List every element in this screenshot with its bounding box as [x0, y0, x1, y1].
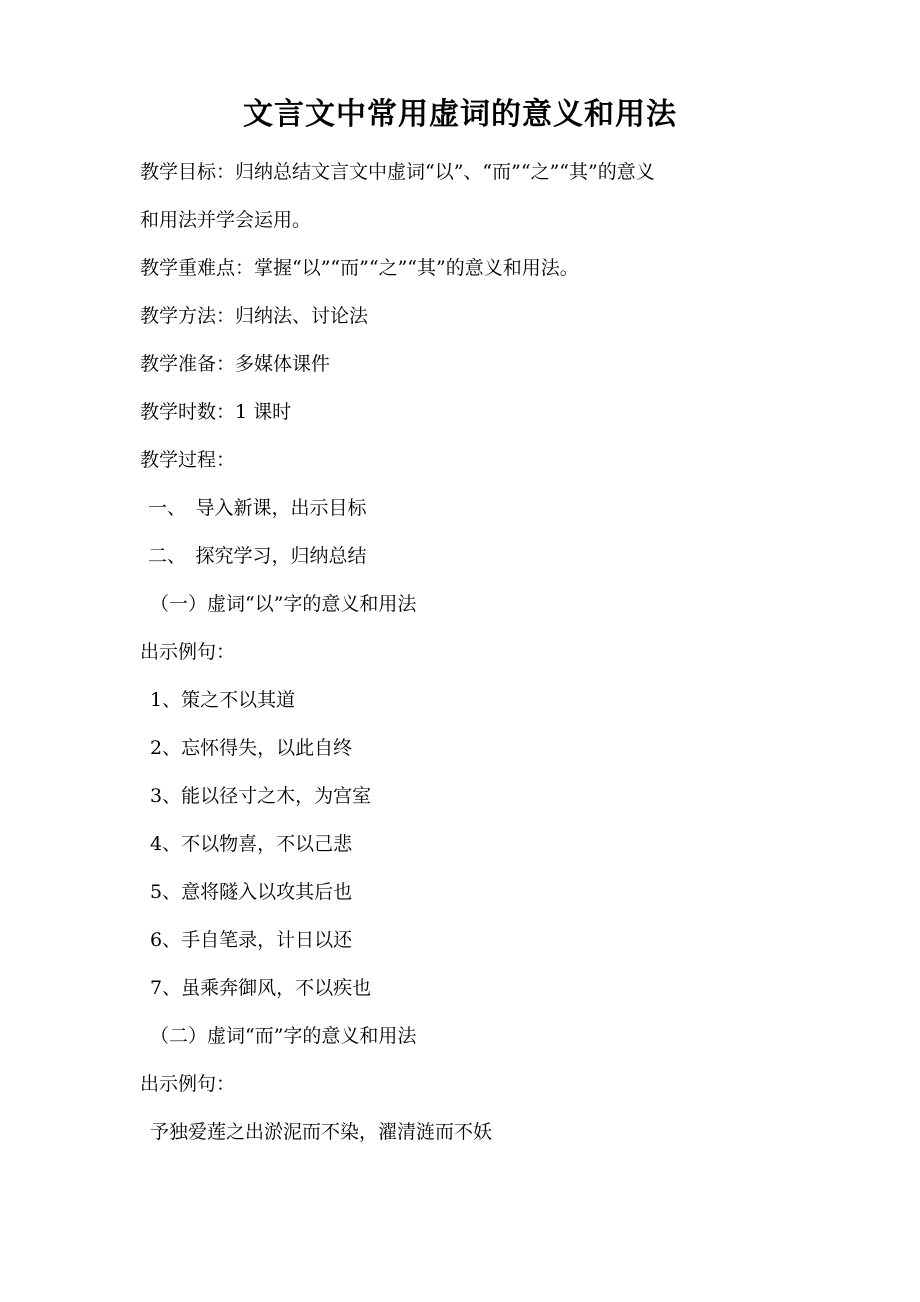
example-sentence-1: 1、策之不以其道 [150, 689, 296, 711]
paragraph-teaching-methods: 教学方法：归纳法、讨论法 [140, 305, 369, 327]
paragraph-teaching-preparation: 教学准备：多媒体课件 [140, 353, 331, 375]
example-sentence-8: 予独爱莲之出淤泥而不染，濯清涟而不妖 [150, 1121, 493, 1143]
example-sentence-2: 2、忘怀得失，以此自终 [150, 737, 353, 759]
paragraph-key-points: 教学重难点：掌握“以”“而”“之”“其”的意义和用法。 [140, 257, 579, 279]
page-title: 文言文中常用虚词的意义和用法 [243, 97, 677, 132]
paragraph-section-two-examples-label: 出示例句： [140, 1073, 236, 1095]
paragraph-section-two-heading: （二）虚词“而”字的意义和用法 [150, 1025, 417, 1047]
example-sentence-7: 7、虽乘奔御风，不以疾也 [150, 977, 372, 999]
paragraph-step-one: 一、 导入新课，出示目标 [148, 497, 367, 519]
paragraph-section-one-heading: （一）虚词“以”字的意义和用法 [150, 593, 417, 615]
paragraph-step-two: 二、 探究学习，归纳总结 [148, 545, 367, 567]
example-sentence-4: 4、不以物喜，不以己悲 [150, 833, 353, 855]
example-sentence-3: 3、能以径寸之木，为宫室 [150, 785, 372, 807]
paragraph-teaching-process: 教学过程： [140, 449, 236, 471]
paragraph-teaching-goal-cont: 和用法并学会运用。 [140, 209, 312, 231]
paragraph-teaching-hours: 教学时数：1 课时 [140, 401, 292, 423]
paragraph-teaching-goal: 教学目标：归纳总结文言文中虚词“以”、“而”“之”“其”的意义 [140, 161, 655, 183]
example-sentence-6: 6、手自笔录，计日以还 [150, 929, 353, 951]
example-sentence-5: 5、意将隧入以攻其后也 [150, 881, 353, 903]
paragraph-section-one-examples-label: 出示例句： [140, 641, 236, 663]
